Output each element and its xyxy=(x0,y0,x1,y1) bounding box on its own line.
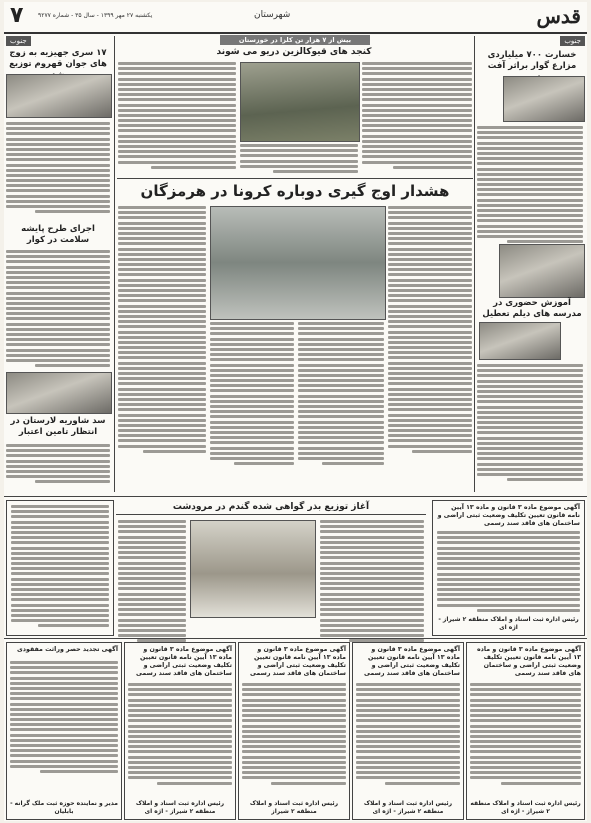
wheat-story-body-right xyxy=(320,520,424,645)
ad-body xyxy=(356,683,460,787)
right-top-body xyxy=(477,126,583,245)
dateline: یکشنبه ۲۷ مهر ۱۳۹۹ - سال ۳۵ - شماره ۹۲۷۷ xyxy=(38,12,153,19)
top-story-kicker: بیش از ۷ هزار تن کلزا در خوزستان xyxy=(220,35,370,45)
left-low-headline: سد شاوریه لارستان در انتظار تامین اعتبار xyxy=(10,416,106,437)
left-column-tag: جنوب xyxy=(6,36,31,46)
ad-title: آگهی موضوع ماده ۳ قانون و ماده ۱۳ آیین نامه قانون تعیین تکلیف وضعیت ثبتی اراضی و ساختمان های فاقد سند رسمی xyxy=(136,646,232,677)
right-mid-photo xyxy=(499,244,585,298)
ads-divider xyxy=(4,638,587,639)
top-story-body-bottom xyxy=(240,144,358,175)
ad-box-bottom-5 xyxy=(6,642,122,820)
left-mid-headline: اجرای طرح پایشه سلامت در کوار xyxy=(21,224,95,245)
ad-title: آگهی موضوع ماده ۳ قانون و ماده ۱۳ آیین نامه قانون تعیین تکلیف وضعیت ثبتی اراضی و ساختمان های فاقد سند رسمی xyxy=(437,504,580,527)
ad-box-bottom-2 xyxy=(352,642,464,820)
ad-body xyxy=(437,531,580,614)
ad-title: آگهی موضوع ماده ۳ قانون و ماده ۱۳ آیین نامه قانون تعیین تکلیف وضعیت ثبتی اراضی و ساختمان های فاقد سند رسمی xyxy=(250,646,346,677)
newspaper-logo: قدس xyxy=(536,4,581,28)
right-mid-body xyxy=(477,364,583,483)
wheat-story-headline: آغاز توزیع بذر گواهی شده گندم در مرودشت xyxy=(116,500,426,515)
right-column xyxy=(477,36,587,496)
left-column-divider xyxy=(114,36,115,492)
ad-footer: رئیس اداره ثبت اسناد و املاک منطقه ۲ شیراز xyxy=(249,800,339,815)
top-story-body-right xyxy=(362,62,472,171)
right-top-headline: خسارت ۷۰۰ میلیاردی مزارع گوار براثر آفت xyxy=(487,50,577,71)
left-top-headline: ۱۷ سری جهیزیه به زوج های جوان قهروم توزیع xyxy=(9,48,107,69)
main-story-headline: هشدار اوج گیری دوباره کرونا در هرمزگان xyxy=(140,182,450,200)
ad-title: آگهی موضوع ماده ۳ قانون و ماده ۱۳ آیین نامه قانون تعیین تکلیف وضعیت ثبتی اراضی و ساختمان های فاقد سند رسمی xyxy=(476,646,581,677)
left-top-photo xyxy=(6,74,112,118)
left-top-body xyxy=(6,122,110,215)
page-number: ۷ xyxy=(10,3,24,28)
top-story-photo xyxy=(240,62,360,142)
right-mid-headline: آموزش حضوری در مدرسه های دیلم تعطیل xyxy=(482,298,582,319)
ad-body xyxy=(242,683,346,787)
top-story-divider xyxy=(117,178,473,179)
right-top-photo xyxy=(503,76,585,122)
left-low-body xyxy=(6,444,110,486)
ad-footer: رئیس اداره ثبت اسناد و املاک منطقه ۲ شیراز - اژه ای xyxy=(135,800,225,815)
ad-title: آگهی موضوع ماده ۳ قانون و ماده ۱۳ آیین نامه قانون تعیین تکلیف وضعیت ثبتی اراضی و ساختمان های فاقد سند رسمی xyxy=(364,646,460,677)
ad-box-right-top xyxy=(432,500,585,636)
ad-left-top-body xyxy=(11,505,109,630)
ad-footer: مدیر و نماینده حوزه ثبت ملک گرانه - بابلیان xyxy=(10,800,118,815)
main-story-body-col4 xyxy=(298,322,384,467)
masthead xyxy=(4,2,587,34)
wheat-story-photo xyxy=(190,520,316,618)
ad-footer: رئیس اداره ثبت اسناد و املاک منطقه ۲ شیراز - اژه ای xyxy=(363,800,453,815)
newspaper-page xyxy=(4,2,587,821)
main-story-body-col2 xyxy=(388,206,472,455)
ad-body xyxy=(128,683,232,787)
left-low-photo xyxy=(6,372,112,414)
wheat-story-body-left xyxy=(118,520,186,645)
right-column-tag: جنوب xyxy=(560,36,585,46)
right-column-divider xyxy=(474,36,475,492)
ad-box-bottom-3 xyxy=(238,642,350,820)
left-mid-body xyxy=(6,250,110,369)
section-title: شهرستان xyxy=(254,10,291,20)
main-story-photo xyxy=(210,206,386,320)
right-classroom-photo xyxy=(479,322,561,360)
mid-section-divider xyxy=(4,496,587,497)
main-story-body-col1 xyxy=(118,206,206,455)
ad-body xyxy=(10,661,118,775)
ad-box-bottom-1 xyxy=(466,642,585,820)
ad-footer: رئیس اداره ثبت اسناد و املاک منطقه ۲ شیراز - اژه ای xyxy=(470,800,581,815)
ad-box-left-top xyxy=(6,500,114,636)
ad-body xyxy=(470,683,581,787)
ad-footer: رئیس اداره ثبت اسناد و املاک منطقه ۲ شیراز - اژه ای xyxy=(438,616,579,631)
top-story-headline: کنجد های قیوکالزین دریو می شوند xyxy=(216,47,372,57)
left-column xyxy=(4,36,112,496)
ad-box-bottom-4 xyxy=(124,642,236,820)
main-story-body-col3 xyxy=(210,322,294,467)
ad-title: آگهی تجدید حصر وراثت مفقودی xyxy=(17,646,118,653)
top-story-body-left xyxy=(118,62,236,171)
